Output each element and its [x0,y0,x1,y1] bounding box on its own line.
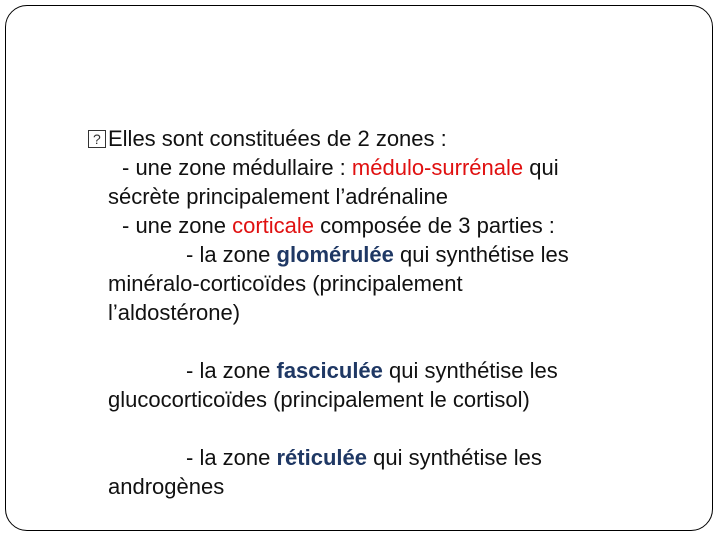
reticular-term: réticulée [276,445,367,470]
cortical-term: corticale [232,213,314,238]
medullary-continuation [88,182,678,211]
cortical-suffix: composée de 3 parties : [314,213,555,238]
medullary-prefix: - une zone médullaire : [122,155,352,180]
fascicular-continuation-text: glucocorticoïdes (principalement le cortisol) [108,387,530,412]
glomerular-continuation-2-text: l’aldostérone) [108,300,241,325]
reticular-continuation-text: androgènes [108,474,225,499]
medullary-zone-line [88,153,678,182]
fascicular-continuation [88,385,678,414]
glomerular-term: glomérulée [276,242,394,267]
glomerular-prefix: - la zone [186,242,277,267]
fascicular-prefix: - la zone [186,358,277,383]
medullary-term: médulo-surrénale [351,155,524,180]
medullary-suffix: qui [523,155,559,180]
slide-text-body [88,124,678,501]
intro-text: Elles sont constituées de 2 zones : [108,126,447,151]
cortical-zone-line [88,211,678,240]
spacer [88,414,678,443]
medullary-continuation-text: sécrète principalement l’adrénaline [108,184,448,209]
glomerular-continuation-2 [88,298,678,327]
fascicular-suffix: qui synthétise les [382,358,558,383]
reticular-zone-line [88,443,678,472]
glomerular-continuation-1-text: minéralo-corticoïdes (principalement [108,271,463,296]
replacement-char-box-icon [88,130,106,148]
cortical-prefix: - une zone [122,213,233,238]
reticular-continuation [88,472,678,501]
glomerular-suffix: qui synthétise les [393,242,569,267]
fascicular-term: fasciculée [276,358,383,383]
spacer [88,327,678,356]
glomerular-zone-line [88,240,678,269]
fascicular-zone-line [88,356,678,385]
intro-line [88,124,678,153]
reticular-prefix: - la zone [186,445,277,470]
reticular-suffix: qui synthétise les [367,445,542,470]
glomerular-continuation-1 [88,269,678,298]
slide-frame [5,5,713,531]
